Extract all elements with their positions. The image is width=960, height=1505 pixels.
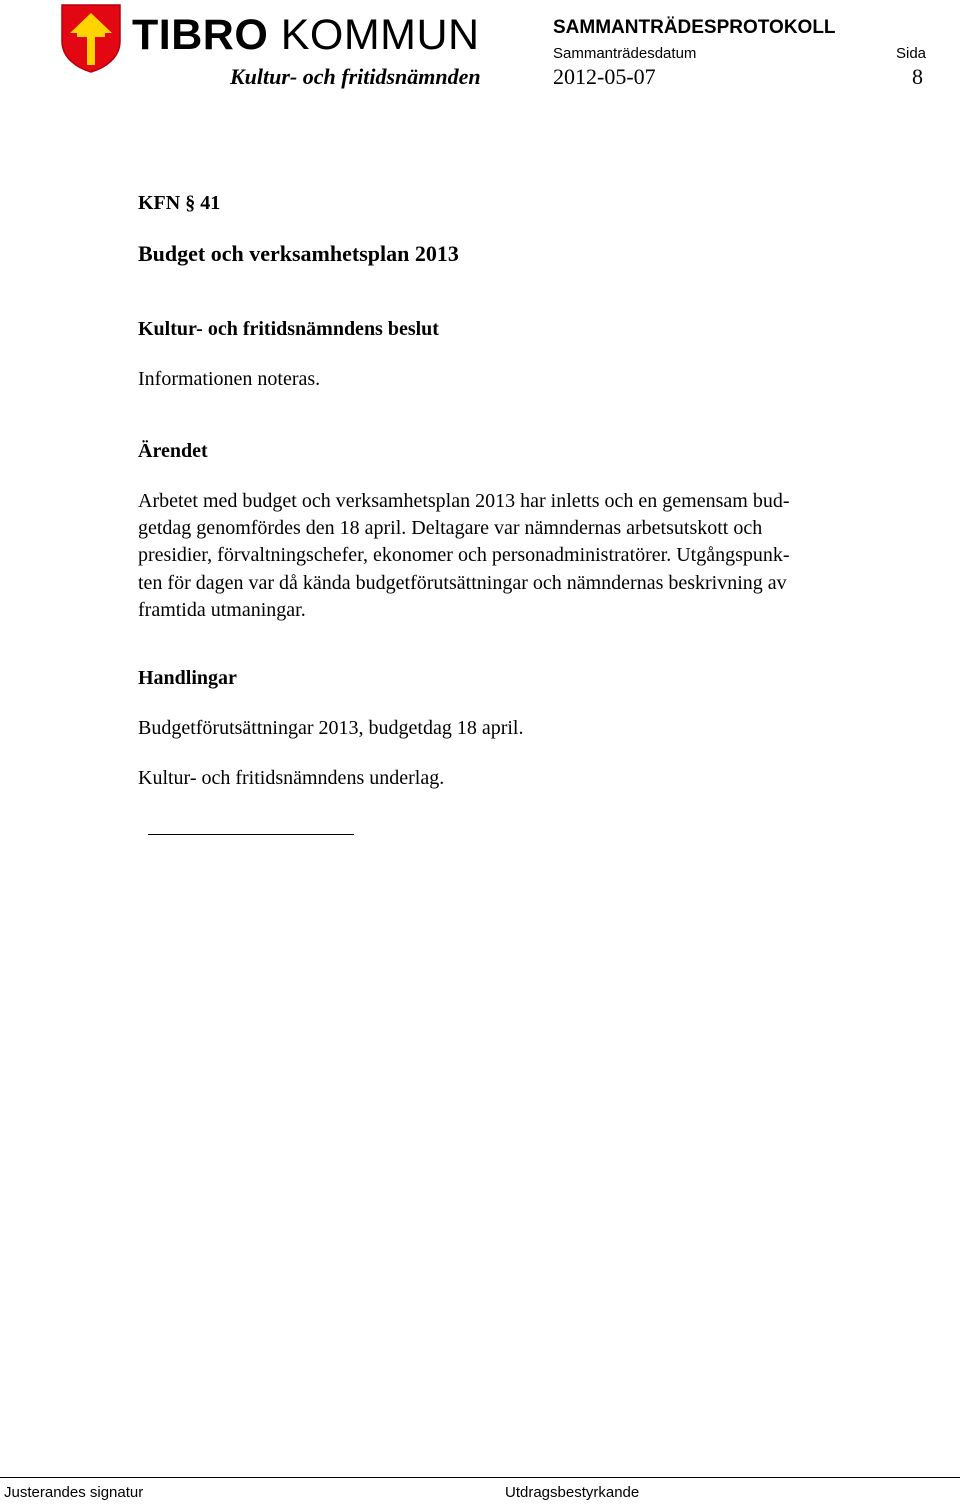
meeting-date: 2012-05-07 xyxy=(553,64,656,89)
documents-heading: Handlingar xyxy=(138,667,237,689)
municipality-wordmark xyxy=(132,10,480,60)
section-end-rule xyxy=(148,834,354,835)
committee-name: Kultur- och fritidsnämnden xyxy=(230,64,481,89)
extract-certification-label: Utdragsbestyrkande xyxy=(505,1484,640,1501)
document-item: Budgetförutsättningar 2013, budgetdag 18 april. xyxy=(138,717,524,739)
page-label: Sida xyxy=(896,45,927,62)
matter-line: ten för dagen var då kända budgetförutsättningar och nämndernas beskrivning av xyxy=(138,571,787,594)
matter-line: Arbetet med budget och verksamhetsplan 2013 har inletts och en gemensam bud- xyxy=(138,490,790,512)
matter-line: presidier, förvaltningschefer, ekonomer och personadministratörer. Utgångspunk- xyxy=(138,544,790,567)
matter-line: getdag genomfördes den 18 april. Deltagare var nämndernas arbetsutskott och xyxy=(138,517,763,540)
matter-line: framtida utmaningar. xyxy=(138,598,306,621)
decision-text: Informationen noteras. xyxy=(138,368,321,390)
section-title: Budget och verksamhetsplan 2013 xyxy=(138,241,459,266)
matter-heading: Ärendet xyxy=(138,440,208,462)
brand-light: KOMMUN xyxy=(280,11,480,59)
meeting-date-label: Sammanträdesdatum xyxy=(553,45,697,62)
decision-heading: Kultur- och fritidsnämndens beslut xyxy=(138,318,439,340)
document-item: Kultur- och fritidsnämndens underlag. xyxy=(138,767,445,789)
footer-divider xyxy=(0,1477,960,1478)
tibro-coat-of-arms-logo xyxy=(60,3,122,73)
paragraph-reference: KFN § 41 xyxy=(138,192,221,214)
document-type: SAMMANTRÄDESPROTOKOLL xyxy=(553,17,836,38)
page-number: 8 xyxy=(912,64,923,89)
brand-bold: TIBRO xyxy=(132,11,269,59)
signature-label: Justerandes signatur xyxy=(4,1484,144,1501)
matter-paragraph xyxy=(138,488,898,624)
